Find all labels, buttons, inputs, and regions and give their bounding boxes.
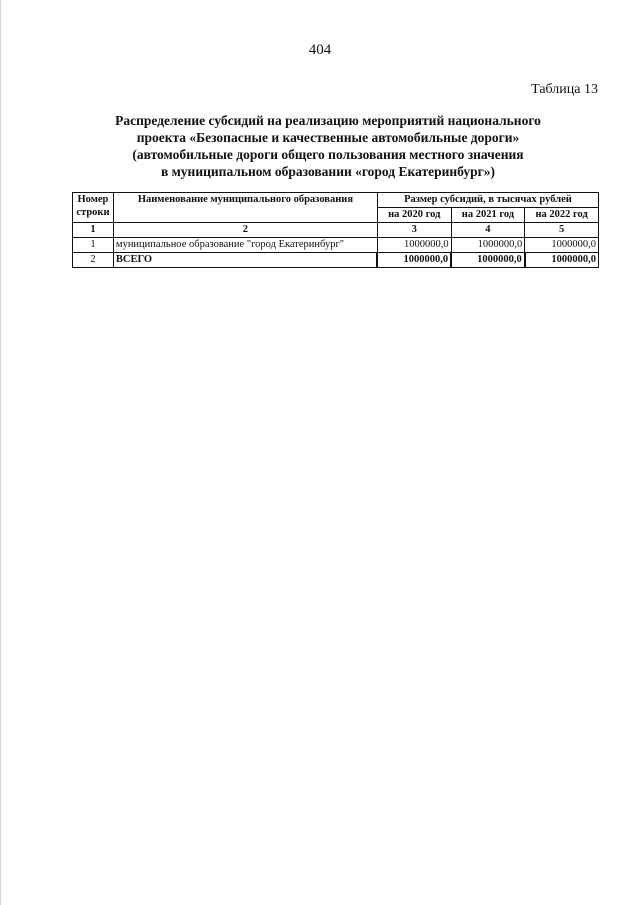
total-row-number: 2: [73, 253, 114, 268]
total-2020: 1000000,0: [377, 253, 451, 268]
title-line: Распределение субсидий на реализацию мероприятий национального: [115, 113, 541, 128]
column-number: 1: [73, 223, 114, 238]
header-row-number: Номер строки: [73, 193, 114, 223]
header-row: [73, 193, 599, 208]
title-line: проекта «Безопасные и качественные автомобильные дороги»: [136, 130, 520, 145]
value-2020: 1000000,0: [377, 238, 451, 253]
title-line: (автомобильные дороги общего пользования местного значения: [132, 147, 524, 162]
column-number-row: [73, 223, 599, 238]
value-2021: 1000000,0: [451, 238, 525, 253]
total-2021: 1000000,0: [451, 253, 525, 268]
header-year-2020: на 2020 год: [377, 208, 451, 223]
header-year-2021: на 2021 год: [451, 208, 525, 223]
column-number: 5: [525, 223, 599, 238]
total-label: ВСЕГО: [113, 253, 377, 268]
total-row: [73, 253, 599, 268]
subsidy-table: [72, 192, 599, 268]
scan-edge: [0, 0, 1, 905]
page-number: 404: [308, 42, 332, 58]
table-label: Таблица 13: [531, 82, 598, 97]
header-municipality: Наименование муниципального образования: [113, 193, 377, 223]
column-number: 4: [451, 223, 525, 238]
value-2022: 1000000,0: [525, 238, 599, 253]
row-number: 1: [73, 238, 114, 253]
document-title: [60, 112, 596, 180]
total-2022: 1000000,0: [525, 253, 599, 268]
table-row: [73, 238, 599, 253]
municipality-name: муниципальное образование "город Екатеринбург": [113, 238, 377, 253]
column-number: 3: [377, 223, 451, 238]
header-subsidy: Размер субсидий, в тысячах рублей: [377, 193, 598, 208]
column-number: 2: [113, 223, 377, 238]
title-line: в муниципальном образовании «город Екатеринбург»): [160, 164, 496, 179]
header-year-2022: на 2022 год: [525, 208, 599, 223]
